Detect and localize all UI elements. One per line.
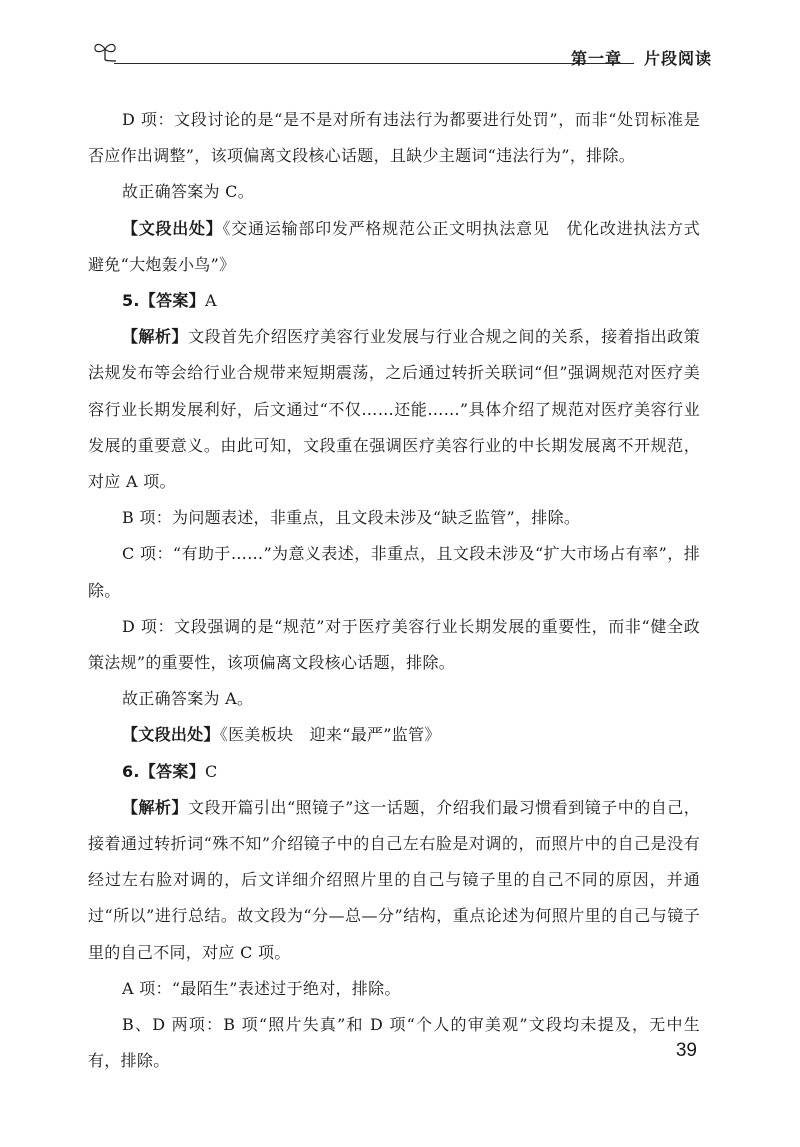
- paragraph-text: 文段首先介绍医疗美容行业发展与行业合规之间的关系，接着指出政策法规发布等会给行业合规带来短期震荡，之后通过转折关联词“但”强调规范对医疗美容行业长期发展利好，后文通过“不仅……还能……”具体介绍了规范对医疗美容行业发展的重要意义。由此可知，文段重在强调医疗美容行业的中长期发展离不开规范，对应 A 项。: [88, 327, 700, 492]
- body-text: [88, 102, 700, 1079]
- paragraph-text: 文段开篇引出“照镜子”这一话题，介绍我们最习惯看到镜子中的自己，接着通过转折词“殊不知”介绍镜子中的自己左右脸是对调的，而照片中的自己是没有经过左右脸对调的，后文详细介绍照片里的自己与镜子里的自己不同的原因，并通过“所以”进行总结。故文段为“分—总—分”结构，重点论述为何照片里的自己与镜子里的自己不同，对应 C 项。: [88, 797, 700, 962]
- paragraph-text: 《交通运输部印发严格规范公正文明执法意见 优化改进执法方式避免“大炮轰小鸟”》: [88, 218, 700, 274]
- paragraph-tag: 5.【答案】: [122, 291, 206, 311]
- chapter-title: [571, 46, 712, 69]
- paragraph: [88, 717, 700, 753]
- header-rule: [114, 63, 634, 64]
- page-header: [92, 36, 712, 76]
- paragraph: [88, 754, 700, 790]
- paragraph: [88, 500, 700, 536]
- paragraph-text: 故正确答案为 A。: [122, 689, 254, 709]
- paragraph-text: D 项：文段强调的是“规范”对于医疗美容行业长期发展的重要性，而非“健全政策法规”的重要性，该项偏离文段核心话题，排除。: [88, 616, 700, 673]
- paragraph-tag: 【文段出处】: [122, 725, 220, 745]
- paragraph-tag: 【解析】: [122, 327, 189, 347]
- paragraph-text: B、D 两项：B 项“照片失真”和 D 项“个人的审美观”文段均未提及，无中生有，排除。: [88, 1015, 700, 1071]
- paragraph: [88, 102, 700, 174]
- paragraph-tag: 【解析】: [122, 797, 188, 817]
- paragraph-text: 故正确答案为 C。: [122, 182, 255, 202]
- paragraph-text: C: [205, 761, 218, 781]
- paragraph-tag: 【文段出处】: [122, 218, 223, 238]
- page-number: 39: [675, 1040, 697, 1061]
- chapter-label: 第一章: [570, 49, 622, 68]
- paragraph: [88, 1007, 700, 1079]
- paragraph: [88, 609, 700, 681]
- paragraph-text: D 项：文段讨论的是“是不是对所有违法行为都要进行处罚”，而非“处罚标准是否应作出调整”，该项偏离文段核心话题，且缺少主题词“违法行为”，排除。: [88, 110, 700, 166]
- paragraph: [88, 319, 700, 500]
- paragraph-text: 《医美板块 迎来“最严”监管》: [219, 725, 441, 745]
- paragraph: [88, 174, 700, 210]
- paragraph-tag: 6.【答案】: [122, 761, 206, 781]
- section-label: 片段阅读: [643, 49, 712, 68]
- paragraph-text: B 项：为问题表述，非重点，且文段未涉及“缺乏监管”，排除。: [122, 508, 581, 528]
- paragraph: [88, 790, 700, 971]
- paragraph-text: A: [205, 291, 217, 311]
- paragraph: [88, 211, 700, 283]
- paragraph-text: A 项：“最陌生”表述过于绝对，排除。: [122, 978, 401, 998]
- paragraph: [88, 283, 700, 319]
- paragraph: [88, 681, 700, 717]
- paragraph: [88, 536, 700, 608]
- paragraph-text: C 项：“有助于……”为意义表述，非重点，且文段未涉及“扩大市场占有率”，排除。: [88, 544, 700, 600]
- sprout-icon: [92, 40, 118, 62]
- paragraph: [88, 971, 700, 1007]
